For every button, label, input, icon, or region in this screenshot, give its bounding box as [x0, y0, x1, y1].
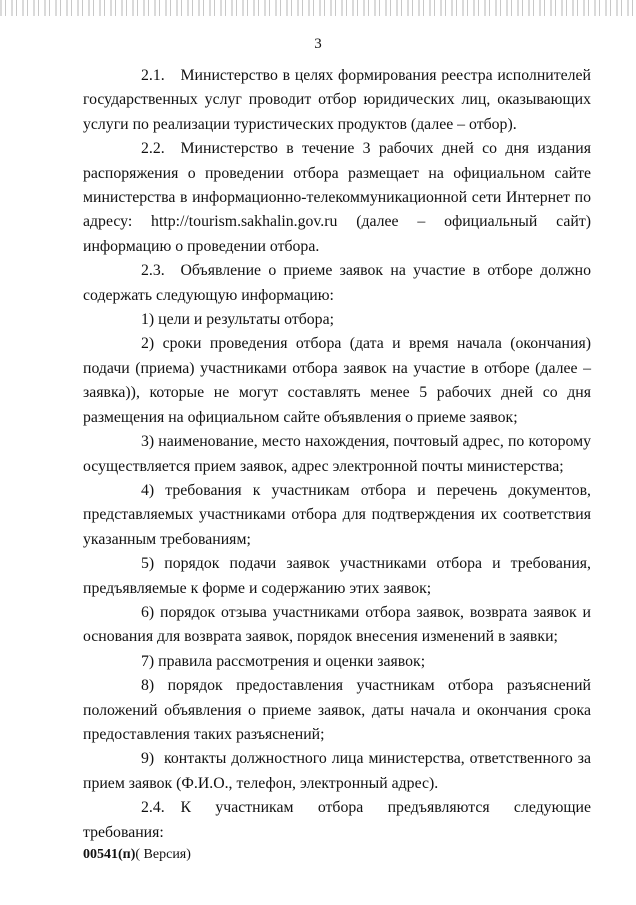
page-number: 3	[314, 36, 322, 52]
document-footer	[83, 847, 191, 863]
paragraph	[83, 796, 591, 845]
paragraph	[83, 64, 591, 137]
list-item-text: порядок предоставления участникам отбора разъяснений положений объявления о приеме заявок, даты начала и окончания срока предоставления таких разъяснений;	[83, 677, 592, 743]
paragraph-text: Министерство в целях формирования реестра исполнителей государственных услуг проводит отбор юридических лиц, оказывающих услуги по реализации туристических продуктов (далее – отбор).	[83, 67, 591, 133]
list-item-number: 7)	[141, 652, 155, 670]
list-item-text: сроки проведения отбора (дата и время начала (окончания) подачи (приема) участниками отбора заявок на участие в отборе (далее – заявка)), которые не могут составлять менее 5 рабочих дней со дня размещения на официальном сайте объявления о приеме заявок;	[83, 335, 591, 426]
scan-noise	[0, 0, 636, 16]
paragraph	[83, 137, 591, 259]
list-item	[83, 332, 591, 430]
paragraph-number: 2.1.	[141, 67, 165, 84]
list-item-number: 9)	[141, 750, 155, 768]
list-item-text: порядок подачи заявок участниками отбора и требования, предъявляемые к форме и содержанию этих заявок;	[83, 555, 591, 597]
list-item	[83, 747, 591, 796]
paragraph-number: 2.4.	[141, 799, 165, 817]
list-item	[83, 479, 591, 552]
paragraph-number: 2.2.	[141, 140, 165, 158]
list-item-number: 8)	[141, 677, 155, 695]
list-item	[83, 308, 591, 332]
list-item-text: требования к участникам отбора и перечень документов, представляемых участниками отбора для подтверждения их соответствия указанным требованиям;	[83, 481, 591, 548]
list-item-number: 3)	[141, 433, 155, 451]
paragraph-number: 2.3.	[141, 262, 165, 280]
list-item	[83, 650, 591, 674]
paragraph	[83, 259, 591, 308]
list-item-number: 1)	[141, 311, 155, 329]
list-item-text: порядок отзыва участниками отбора заявок, возврата заявок и основания для возврата заявок, порядок внесения изменений в заявки;	[83, 603, 592, 646]
document-body	[83, 64, 591, 845]
list-item-text: цели и результаты отбора;	[158, 311, 334, 329]
paragraph-text: Объявление о приеме заявок на участие в отборе должно содержать следующую информацию:	[83, 262, 591, 304]
list-item	[83, 430, 591, 479]
list-item-number: 2)	[141, 335, 155, 353]
document-code: 00541(п)	[83, 847, 136, 862]
list-item-number: 4)	[141, 481, 155, 499]
version-label: ( Версия)	[135, 847, 191, 862]
list-item-text: наименование, место нахождения, почтовый адрес, по которому осуществляется прием заявок, адрес электронной почты министерства;	[83, 433, 591, 475]
list-item	[83, 674, 591, 747]
list-item	[83, 552, 591, 601]
list-item-text: правила рассмотрения и оценки заявок;	[158, 652, 426, 670]
list-item-number: 5)	[141, 555, 155, 573]
paragraph-text: Министерство в течение 3 рабочих дней со дня издания распоряжения о проведении отбора размещает на официальном сайте министерства в информационно-телекоммуникационной сети Интернет по адресу: http://tourism.sakhalin.gov.ru (далее – официальный сайт) информацию о проведении отбора.	[83, 140, 591, 255]
list-item	[83, 601, 591, 650]
list-item-number: 6)	[141, 603, 155, 621]
paragraph-text: К участникам отбора предъявляются следующие требования:	[83, 799, 591, 841]
list-item-text: контакты должностного лица министерства, ответственного за прием заявок (Ф.И.О., телефон, электронный адрес).	[83, 750, 591, 792]
